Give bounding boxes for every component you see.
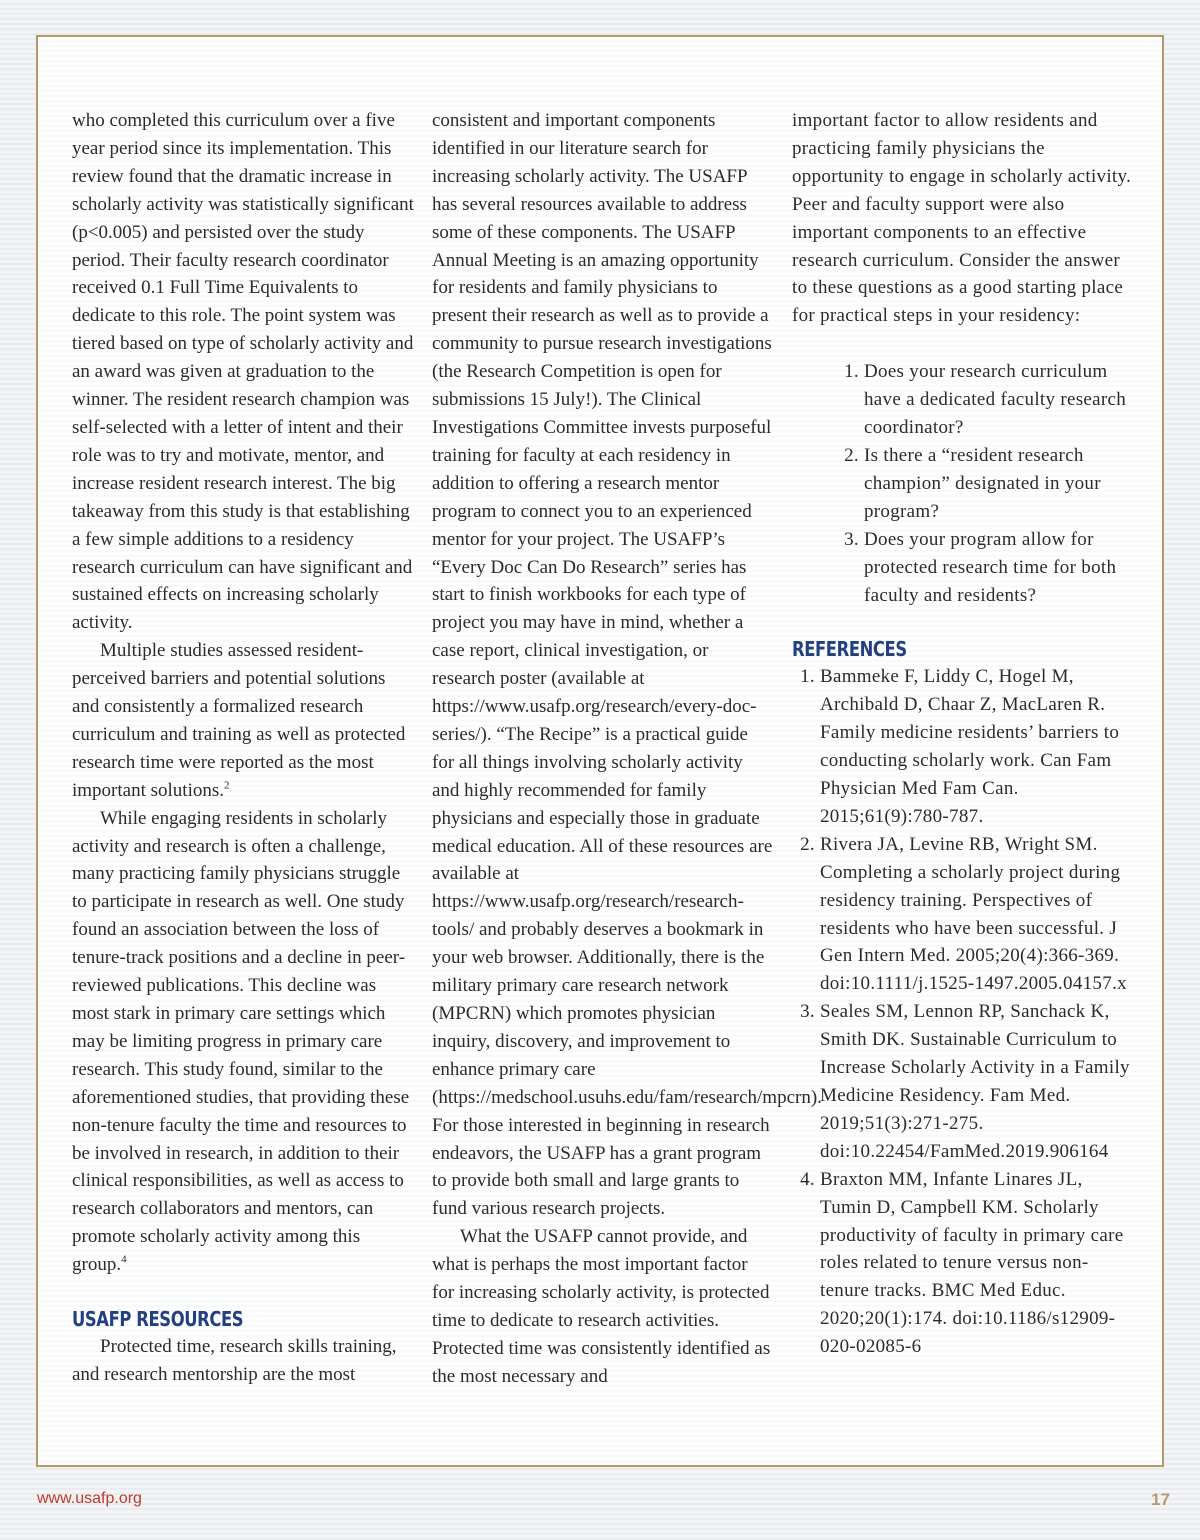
column-1	[72, 107, 414, 1389]
reference-item: 2. Rivera JA, Levine RB, Wright SM. Completing a scholarly project during residency training. Perspectives of residents who have been successful. J Gen Intern Med. 2005;20(4):366-369. doi:10.1111/j.1525-1497.2005.04157.x	[820, 831, 1134, 998]
citation-4: 4	[121, 1253, 127, 1266]
questions-list	[792, 358, 1134, 609]
col1-paragraph-4: Protected time, research skills training, and research mentorship are the most	[72, 1336, 397, 1385]
col2-paragraph-1: consistent and important components identified in our literature search for increasing scholarly activity. The USAFP has several resources available to address some of these components. The USAFP Annual Meeting is an amazing opportunity for residents and family physicians to present their research as well as to provide a community to pursue research investigations (the Research Competition is open for submissions 15 July!). The Clinical Investigations Committee invests purposeful training for faculty at each residency in addition to offering a research mentor program to connect you to an experienced mentor for your project. The USAFP’s “Every Doc Can Do Research” series has start to finish workbooks for each type of project you may have in mind, whether a case report, clinical investigation, or research poster (available at https://www.usafp.org/research/every-doc-series/). “The Recipe” is a practical guide for all things involving scholarly activity and highly recommended for family physicians and especially those in graduate medical education. All of these resources are available at https://www.usafp.org/research/research-tools/ and probably deserves a bookmark in your web browser. Additionally, there is the military primary care research network (MPCRN) which promotes physician inquiry, discovery, and improvement to enhance primary care (https://medschool.usuhs.edu/fam/research/mpcrn). For those interested in beginning in research endeavors, the USAFP has a grant program to provide both small and large grants to fund various research projects.	[432, 110, 822, 1220]
column-3	[792, 107, 1134, 1361]
col1-paragraph-3	[72, 805, 414, 1279]
col1-paragraph-1: who completed this curriculum over a five year period since its implementation. This review found that the dramatic increase in scholarly activity was statistically significant (p<0.005) and persisted over the study period. Their faculty research coordinator received 0.1 Full Time Equivalents to dedicate to this role. The point system was tiered based on type of scholarly activity and an award was given at graduation to the winner. The resident research champion was self-selected with a letter of intent and their role was to try and motivate, mentor, and increase resident research interest. The big takeaway from this study is that establishing a few simple additions to a residency research curriculum can have significant and sustained effects on increasing scholarly activity.	[72, 110, 414, 634]
page-number: 17	[1151, 1490, 1170, 1509]
col1-paragraph-3-text: While engaging residents in scholarly activity and research is often a challenge, many practicing family physicians struggle to participate in research as well. One study found an association between the loss of tenure-track positions and a decline in peer-reviewed publications. This decline was most stark in primary care settings which may be limiting progress in primary care research. This study found, similar to the aforementioned studies, that providing these non-tenure faculty the time and resources to be involved in research, in addition to their clinical responsibilities, as well as access to research collaborators and mentors, can promote scholarly activity among this group.	[72, 807, 410, 1276]
col1-paragraph-2-text: Multiple studies assessed resident-perceived barriers and potential solutions and consistently a formalized research curriculum and training as well as protected research time were reported as the most important solutions.	[72, 640, 406, 801]
reference-item: 4. Braxton MM, Infante Linares JL, Tumin D, Campbell KM. Scholarly productivity of faculty in primary care roles related to tenure versus non-tenure tracks. BMC Med Educ. 2020;20(1):174. doi:10.1186/s12909-020-02085-6	[820, 1166, 1134, 1361]
footer-url-link[interactable]: www.usafp.org	[37, 1490, 142, 1507]
column-2	[432, 107, 822, 1391]
col3-paragraph-1: important factor to allow residents and practicing family physicians the opportunity to engage in scholarly activity. Peer and faculty support were also important components to an effective research curriculum. Consider the answer to these questions as a good starting place for practical steps in your residency:	[792, 110, 1132, 327]
reference-item: 3. Seales SM, Lennon RP, Sanchack K, Smith DK. Sustainable Curriculum to Increase Scholarly Activity in a Family Medicine Residency. Fam Med. 2019;51(3):271-275. doi:10.22454/FamMed.2019.906164	[820, 998, 1134, 1165]
col1-paragraph-2	[72, 637, 414, 804]
references-list	[792, 663, 1134, 1361]
question-item: 1. Does your research curriculum have a dedicated faculty research coordinator?	[864, 358, 1134, 442]
question-item: 3. Does your program allow for protected research time for both faculty and residents?	[864, 526, 1134, 610]
question-item: 2. Is there a “resident research champion” designated in your program?	[864, 442, 1134, 526]
citation-2: 2	[224, 779, 230, 792]
reference-item: 1. Bammeke F, Liddy C, Hogel M, Archibald D, Chaar Z, MacLaren R. Family medicine residents’ barriers to conducting scholarly work. Can Fam Physician Med Fam Can. 2015;61(9):780-787.	[820, 663, 1134, 830]
usafp-resources-heading: USAFP RESOURCES	[72, 1307, 244, 1332]
col2-paragraph-2: What the USAFP cannot provide, and what is perhaps the most important factor for increasing scholarly activity, is protected time to dedicate to research activities. Protected time was consistently identified as the most necessary and	[432, 1226, 771, 1387]
references-heading: REFERENCES	[792, 637, 907, 662]
